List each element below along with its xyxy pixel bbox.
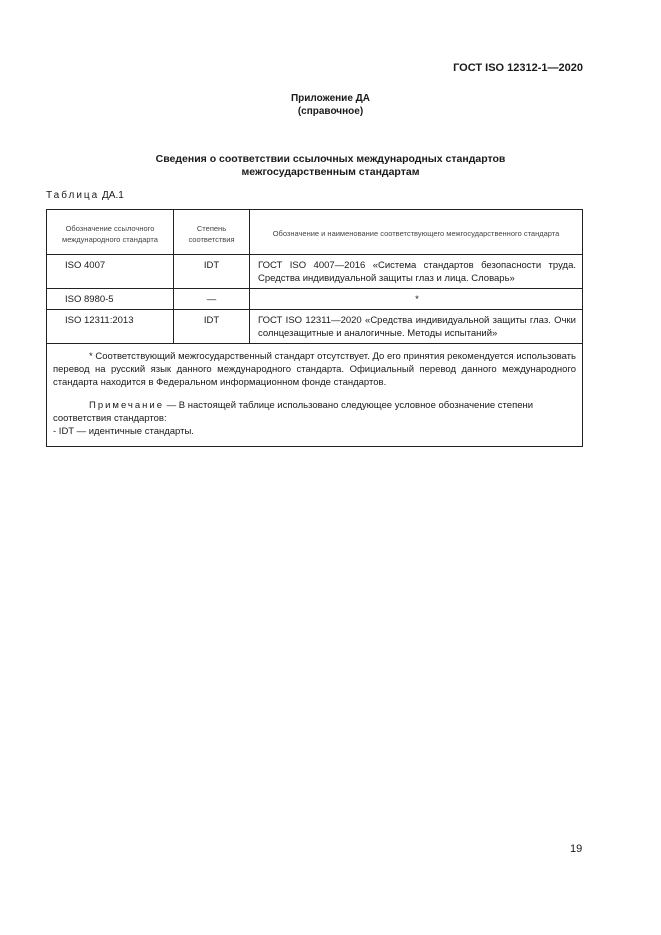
section-title-line2: межгосударственным стандартам: [241, 166, 420, 178]
note-item: - IDT — идентичные стандарты.: [53, 426, 194, 437]
degree-cell: —: [174, 289, 250, 310]
table-notes: [47, 344, 583, 447]
reference-cell: ISO 8980-5: [47, 289, 174, 310]
annex-subtitle: (справочное): [297, 106, 364, 117]
table-label: [46, 190, 124, 201]
gost-cell: ГОСТ ISO 4007—2016 «Система стандартов безопасности труда. Средства индивидуальной защиты глаз и лица. Словарь»: [250, 255, 583, 289]
table-header-row: [47, 210, 583, 255]
column-header-reference: Обозначение ссылочного международного стандарта: [47, 210, 174, 255]
degree-cell: IDT: [174, 310, 250, 344]
correspondence-table: [46, 209, 583, 447]
reference-cell: ISO 4007: [47, 255, 174, 289]
section-title: [0, 153, 661, 179]
column-header-gost: Обозначение и наименование соответствующего межгосударственного стандарта: [250, 210, 583, 255]
table-row: [47, 289, 583, 310]
gost-cell: *: [250, 289, 583, 310]
annex-title: Приложение ДА: [290, 93, 371, 104]
table-notes-row: [47, 344, 583, 447]
annex-heading: [0, 92, 661, 118]
note-text: — В настоящей таблице использовано следующее условное обозначение степени соответствия стандартов:: [53, 400, 534, 424]
reference-cell: ISO 12311:2013: [47, 310, 174, 344]
note-label: Примечание: [89, 400, 164, 411]
column-header-degree: Степень соответствия: [174, 210, 250, 255]
table-row: [47, 255, 583, 289]
table-row: [47, 310, 583, 344]
document-code: ГОСТ ISO 12312-1—2020: [453, 62, 583, 74]
table-label-number: ДА.1: [102, 190, 124, 201]
page-number: 19: [570, 843, 583, 855]
note: [53, 399, 576, 425]
footnote: * Соответствующий межгосударственный стандарт отсутствует. До его принятия рекомендуется использовать перевод на русский язык данного международного стандарта. Официальный перевод данного международного стандарта находится в Федеральном информационном фонде стандартов.: [53, 351, 576, 388]
section-title-line1: Сведения о соответствии ссылочных международных стандартов: [155, 153, 506, 165]
degree-cell: IDT: [174, 255, 250, 289]
gost-cell: ГОСТ ISO 12311—2020 «Средства индивидуальной защиты глаз. Очки солнцезащитные и аналогичные. Методы испытаний»: [250, 310, 583, 344]
table-label-prefix: Таблица: [46, 190, 100, 201]
